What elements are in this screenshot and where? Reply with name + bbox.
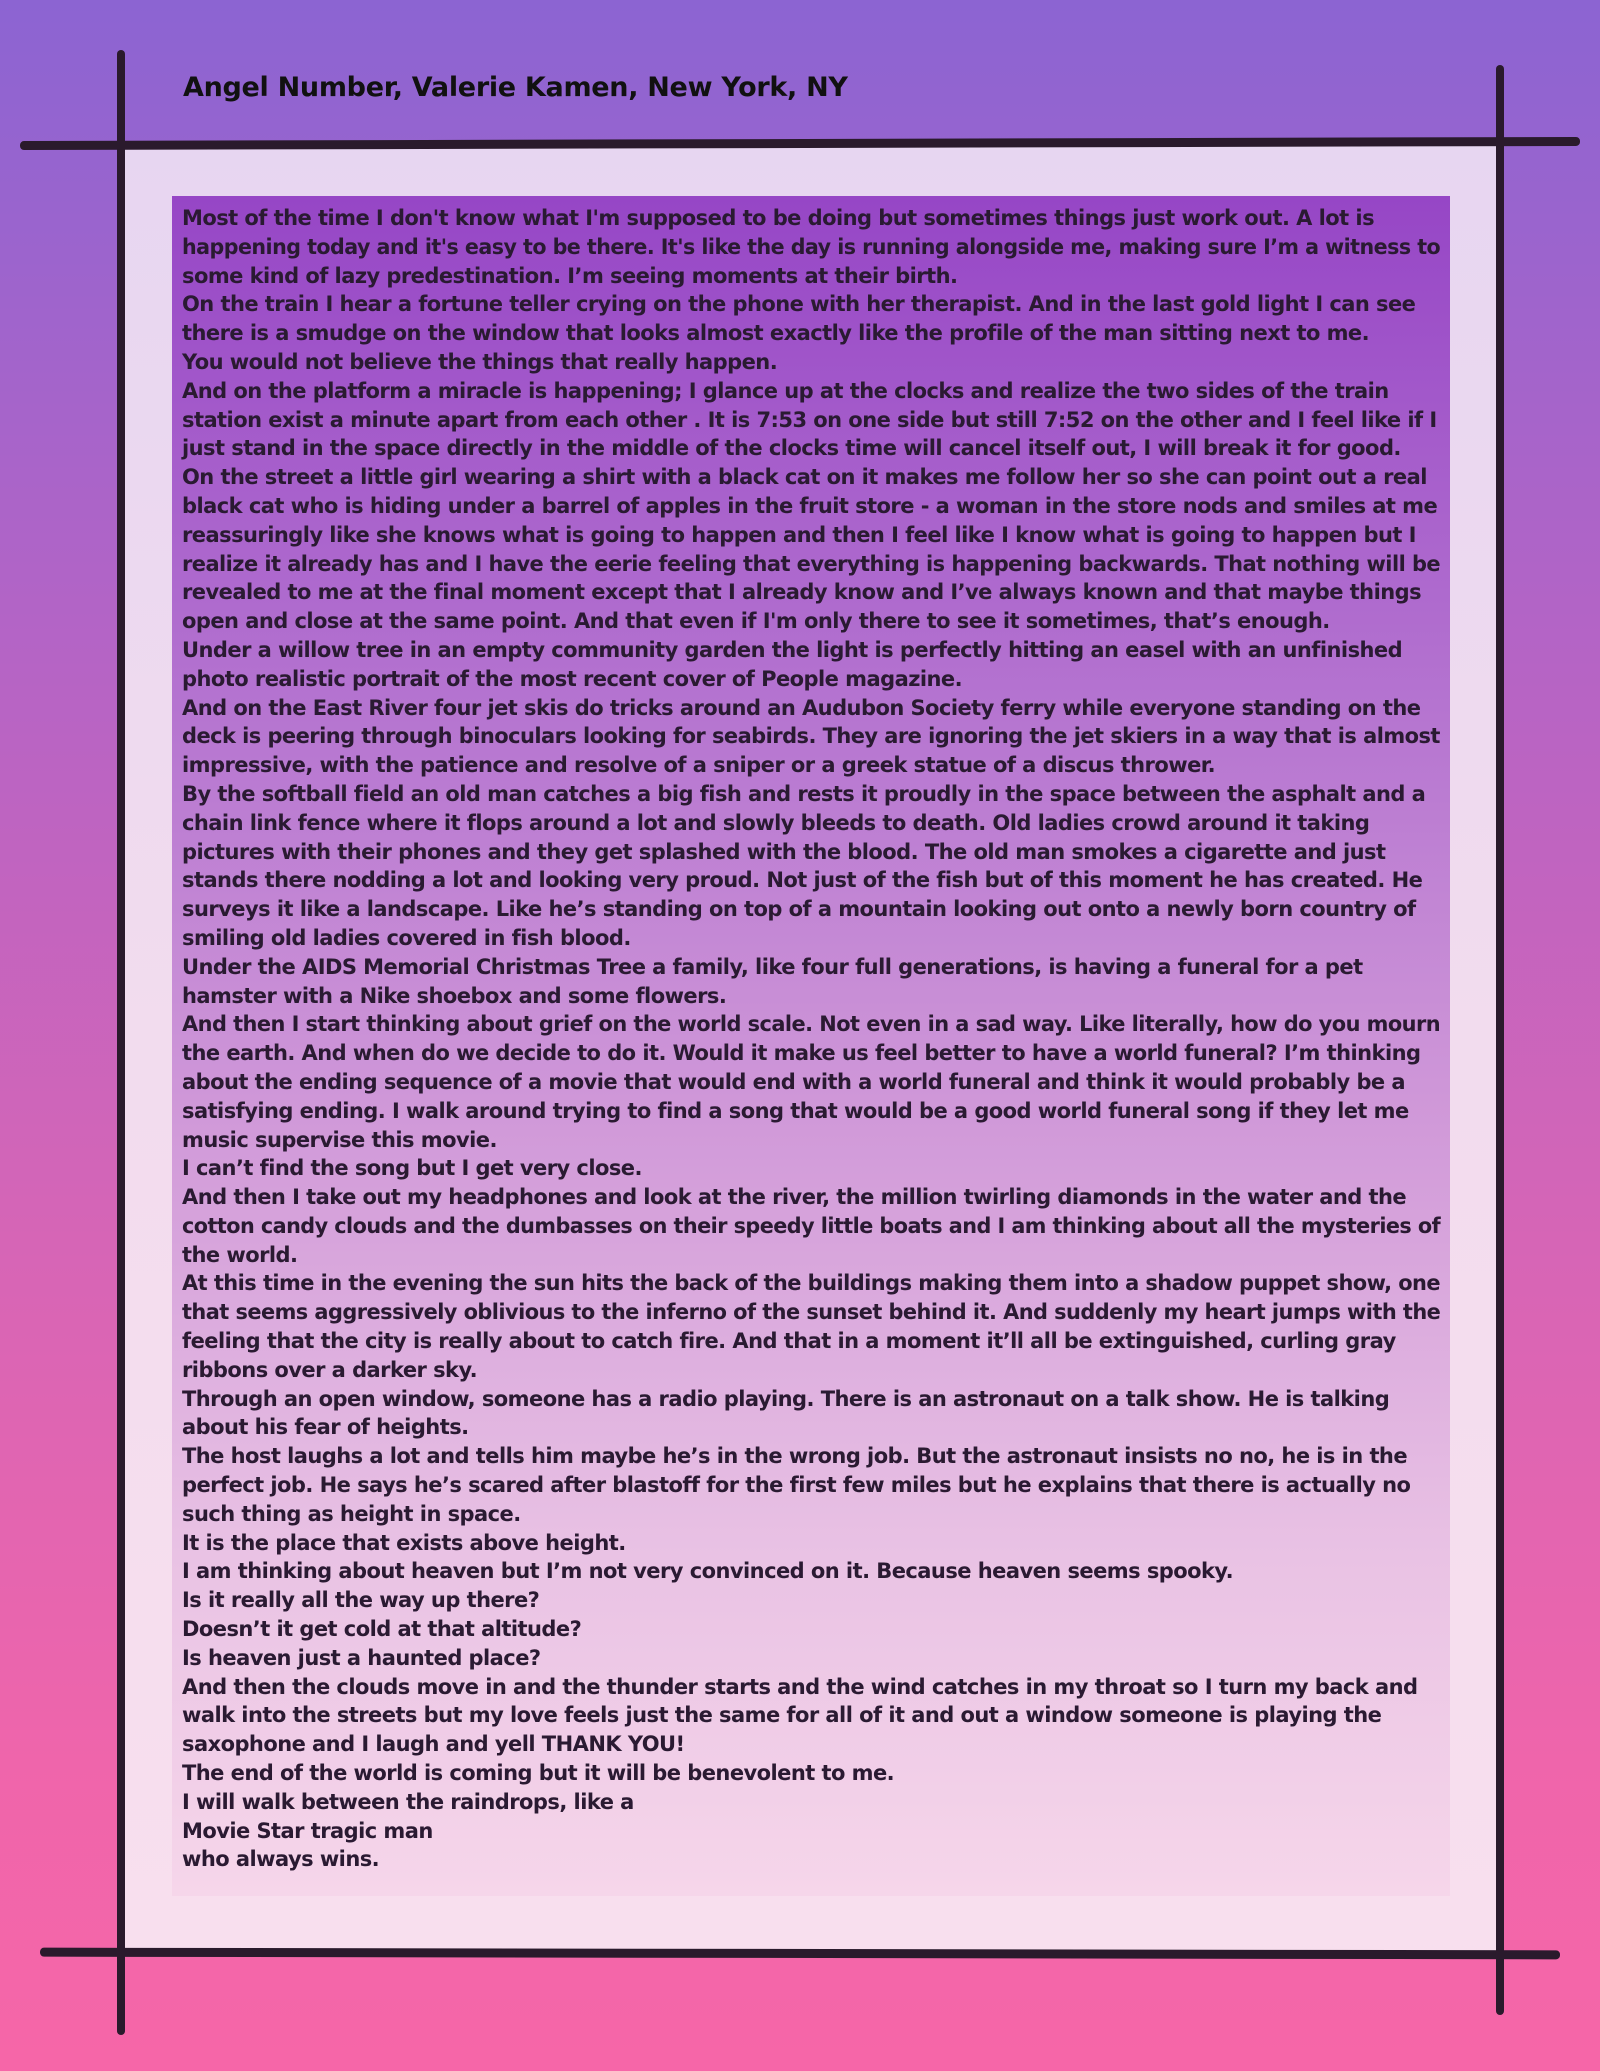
poem-line: revealed to me at the final moment except that I already know and I’ve always known and that maybe things <box>182 580 1422 605</box>
poem-line: I can’t find the song but I get very close. <box>182 1156 642 1181</box>
frame-line-right <box>1496 65 1504 2015</box>
poem-line: some kind of lazy predestination. I’m seeing moments at their birth. <box>182 263 958 288</box>
poem-line: And then I start thinking about grief on the world scale. Not even in a sad way. Like literally, how do you mourn <box>182 1012 1441 1037</box>
poem-line: impressive, with the patience and resolve of a sniper or a greek statue of a discus thrower. <box>182 753 1216 778</box>
poem-line: deck is peering through binoculars looking for seabirds. They are ignoring the jet skiers in a way that is almost <box>182 724 1440 749</box>
poem-line: who always wins. <box>182 1847 380 1872</box>
poem-line: At this time in the evening the sun hits the back of the buildings making them into a shadow puppet show, one <box>182 1271 1441 1296</box>
poem-line: realize it already has and I have the eerie feeling that everything is happening backwards. That nothing will be <box>182 551 1441 576</box>
poem-line: smiling old ladies covered in fish blood. <box>182 925 631 950</box>
poem-line: Is it really all the way up there? <box>182 1588 540 1613</box>
poem-line: black cat who is hiding under a barrel of apples in the fruit store - a woman in the store nods and smiles at me <box>182 493 1438 518</box>
poem-line: the earth. And when do we decide to do it. Would it make us feel better to have a world funeral? I’m thinking <box>182 1041 1421 1066</box>
poem-line: It is the place that exists above height. <box>182 1530 626 1555</box>
poem-line: Movie Star tragic man <box>182 1818 433 1843</box>
poem-line: And then I take out my headphones and look at the river, the million twirling diamonds in the water and the <box>182 1185 1407 1210</box>
poem-line: ribbons over a darker sky. <box>182 1357 478 1382</box>
poem-line: about the ending sequence of a movie that would end with a world funeral and think it would probably be a <box>182 1069 1406 1094</box>
poem-line: photo realistic portrait of the most recent cover of People magazine. <box>182 666 963 691</box>
poem-line: saxophone and I laugh and yell THANK YOU! <box>182 1732 685 1757</box>
poem-line: The end of the world is coming but it will be benevolent to me. <box>182 1761 895 1786</box>
poem-line: Doesn’t it get cold at that altitude? <box>182 1617 582 1642</box>
poem-line: hamster with a Nike shoebox and some flowers. <box>182 983 727 1008</box>
poem-line: On the train I hear a fortune teller crying on the phone with her therapist. And in the last gold light I can see <box>182 292 1416 317</box>
poem-line: walk into the streets but my love feels just the same for all of it and out a window someone is playing the <box>182 1703 1382 1728</box>
poem-line: the world. <box>182 1242 298 1267</box>
poem-line: feeling that the city is really about to catch fire. And that in a moment it’ll all be extinguished, curling gray <box>182 1329 1396 1354</box>
frame-line-left <box>117 50 125 2035</box>
poem-line: station exist a minute apart from each other . It is 7:53 on one side but still 7:52 on the other and I feel like if I <box>182 407 1437 432</box>
poem-line: On the street a little girl wearing a shirt with a black cat on it makes me follow her so she can point out a real <box>182 465 1427 490</box>
poem-line: about his fear of heights. <box>182 1415 469 1440</box>
poem-line: Most of the time I don't know what I'm supposed to be doing but sometimes things just work out. A lot is <box>182 206 1375 230</box>
poem-line: pictures with their phones and they get splashed with the blood. The old man smokes a cigarette and just <box>182 839 1386 864</box>
poem-line: And then the clouds move in and the thunder starts and the wind catches in my throat so I turn my back and <box>182 1674 1418 1699</box>
poem-line: And on the East River four jet skis do tricks around an Audubon Society ferry while everyone standing on the <box>182 695 1421 720</box>
frame-line-bottom <box>40 1948 1560 1960</box>
poem-line: And on the platform a miracle is happening; I glance up at the clocks and realize the two sides of the train <box>182 378 1389 403</box>
poem-line: By the softball field an old man catches a big fish and rests it proudly in the space between the asphalt and a <box>182 781 1426 806</box>
poem-line: such thing as height in space. <box>182 1501 521 1526</box>
page-title: Angel Number, Valerie Kamen, New York, NY <box>183 72 848 103</box>
poem-line: I will walk between the raindrops, like a <box>182 1789 634 1814</box>
poem-line: happening today and it's easy to be there. It's like the day is running alongside me, making sure I’m a witness to <box>182 234 1441 259</box>
poem-line: that seems aggressively oblivious to the inferno of the sunset behind it. And suddenly my heart jumps with the <box>182 1300 1441 1325</box>
poem-line: satisfying ending. I walk around trying to find a song that would be a good world funeral song if they let me <box>182 1098 1409 1123</box>
poem-line: You would not believe the things that really happen. <box>182 349 778 374</box>
poem-line: surveys it like a landscape. Like he’s standing on top of a mountain looking out onto a newly born country of <box>182 897 1416 922</box>
poem-line: Under a willow tree in an empty community garden the light is perfectly hitting an easel with an unfinished <box>182 637 1403 662</box>
poem-line: open and close at the same point. And that even if I'm only there to see it sometimes, that’s enough. <box>182 609 1330 634</box>
poem-line: there is a smudge on the window that looks almost exactly like the profile of the man sitting next to me. <box>182 321 1370 346</box>
poem-line: just stand in the space directly in the middle of the clocks time will cancel itself out, I will break it for good. <box>182 436 1401 461</box>
poem-line: music supervise this movie. <box>182 1127 497 1152</box>
poem-line: perfect job. He says he’s scared after blastoff for the first few miles but he explains that there is actually no <box>182 1473 1411 1498</box>
poem-line: chain link fence where it flops around a lot and slowly bleeds to death. Old ladies crowd around it taking <box>182 810 1370 835</box>
poem-line: Through an open window, someone has a radio playing. There is an astronaut on a talk show. He is talking <box>182 1386 1390 1411</box>
poem-line: Is heaven just a haunted place? <box>182 1645 541 1670</box>
poem-line: Under the AIDS Memorial Christmas Tree a family, like four full generations, is having a funeral for a pet <box>182 954 1363 979</box>
poem-line: cotton candy clouds and the dumbasses on their speedy little boats and I am thinking about all the mysteries of <box>182 1213 1441 1238</box>
poem-line: stands there nodding a lot and looking very proud. Not just of the fish but of this moment he has created. He <box>182 868 1423 893</box>
poem-line: The host laughs a lot and tells him maybe he’s in the wrong job. But the astronaut insists no no, he is in the <box>182 1444 1408 1469</box>
poem-text-panel <box>172 196 1450 1896</box>
poem-line: reassuringly like she knows what is going to happen and then I feel like I know what is going to happen but I <box>182 522 1416 547</box>
poem-line: I am thinking about heaven but I’m not very convinced on it. Because heaven seems spooky. <box>182 1559 1234 1584</box>
